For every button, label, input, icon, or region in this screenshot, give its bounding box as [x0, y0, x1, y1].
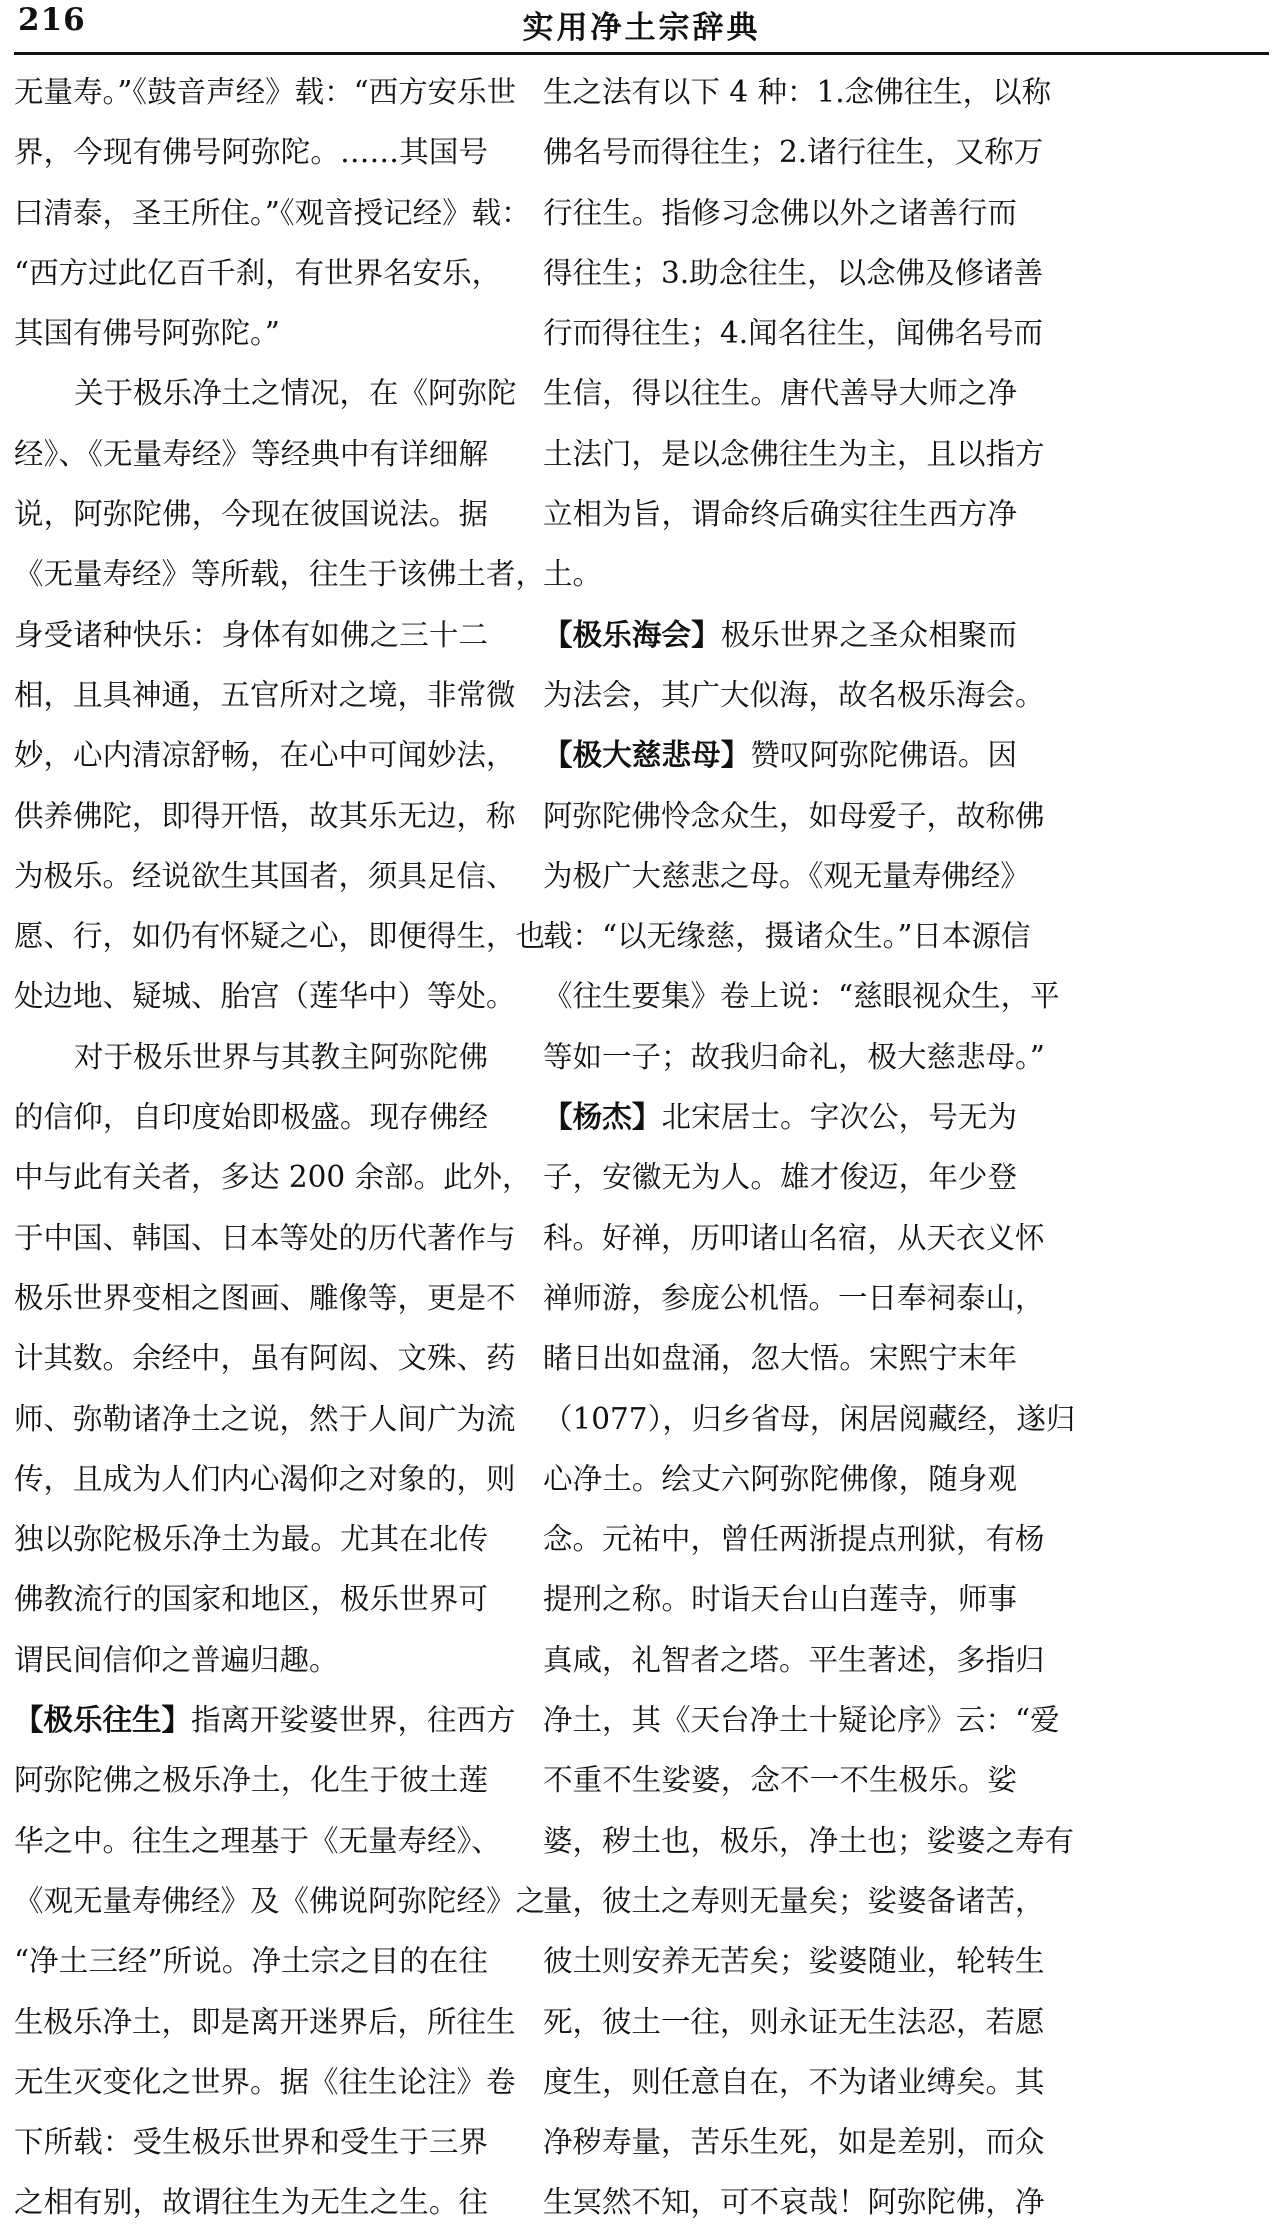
text-line: 独以弥陀极乐净土为最。尤其在北传: [14, 1522, 488, 1557]
entry-headword: 【极大慈悲母】: [543, 737, 751, 773]
text-line: 《观无量寿佛经》及《佛说阿弥陀经》之: [14, 1883, 546, 1918]
text-line: 计其数。余经中，虽有阿闳、文殊、药: [14, 1341, 516, 1376]
text-line: 子，安徽无为人。雄才俊迈，年少登: [543, 1160, 1017, 1195]
text-line: 为极乐。经说欲生其国者，须具足信、: [14, 858, 516, 893]
text-line: 极乐世界变相之图画、雕像等，更是不: [14, 1280, 516, 1315]
text-line: 婆，秽土也，极乐，净土也；娑婆之寿有: [543, 1823, 1075, 1858]
header-rule: [14, 52, 1269, 55]
text-line: 量，彼土之寿则无量矣；娑婆备诸苦，: [543, 1883, 1045, 1918]
text-line: 心净土。绘丈六阿弥陀佛像，随身观: [543, 1461, 1017, 1496]
text-line: 经》、《无量寿经》等经典中有详细解: [14, 436, 488, 471]
text-line: 生之法有以下 4 种：1.念佛往生，以称: [543, 75, 1052, 109]
text-line: [14, 1690, 516, 1750]
text-line: 禅师游，参庞公机悟。一日奉祠泰山，: [543, 1280, 1045, 1315]
text-line: 师、弥勒诸净土之说，然于人间广为流: [14, 1401, 516, 1436]
text-line: 华之中。往生之理基于《无量寿经》、: [14, 1823, 501, 1858]
text-line: 阿弥陀佛之极乐净土，化生于彼土莲: [14, 1763, 488, 1798]
text-line: [543, 605, 1017, 665]
text-line: 不重不生娑婆，念不一不生极乐。娑: [543, 1763, 1017, 1798]
text-line: 行而得往生；4.闻名往生，闻佛名号而: [543, 316, 1044, 351]
page-header: [14, 0, 1269, 50]
left-column: [14, 62, 546, 2220]
entry-definition: 赞叹阿弥陀佛语。因: [750, 738, 1017, 773]
text-line: 关于极乐净土之情况，在《阿弥陀: [74, 376, 517, 411]
text-line: [543, 1087, 1017, 1147]
text-line: 身受诸种快乐：身体有如佛之三十二: [14, 617, 488, 652]
text-line: 于中国、韩国、日本等处的历代著作与: [14, 1220, 516, 1255]
text-line: 生冥然不知，可不哀哉！阿弥陀佛，净: [543, 2185, 1045, 2220]
text-line: 供养佛陀，即得开悟，故其乐无边，称: [14, 798, 516, 833]
text-line: “西方过此亿百千刹，有世界名安乐，: [14, 255, 502, 290]
right-column: [543, 62, 1076, 2220]
entry-definition: 极乐世界之圣众相聚而: [720, 617, 1017, 652]
text-line: “净土三经”所说。净土宗之目的在往: [14, 1944, 488, 1979]
text-line: 生信，得以往生。唐代善导大师之净: [543, 376, 1017, 411]
text-line: 传，且成为人们内心渴仰之对象的，则: [14, 1461, 516, 1496]
text-line: 立相为旨，谓命终后确实往生西方净: [543, 497, 1017, 532]
text-line: 为极广大慈悲之母。《观无量寿佛经》: [543, 858, 1030, 893]
text-line: 相，且具神通，五官所对之境，非常微: [14, 677, 516, 712]
text-line: 死，彼土一往，则永证无生法忍，若愿: [543, 2004, 1045, 2039]
text-line: 念。元祐中，曾任两浙提点刑狱，有杨: [543, 1522, 1045, 1557]
text-line: 得往生；3.助念往生，以念佛及修诸善: [543, 255, 1044, 290]
text-line: 真咸，礼智者之塔。平生著述，多指归: [543, 1642, 1045, 1677]
page-number: 216: [18, 2, 86, 38]
text-line: 对于极乐世界与其教主阿弥陀佛: [74, 1039, 488, 1074]
text-line: 佛名号而得往生；2.诸行往生，又称万: [543, 135, 1044, 170]
text-line: 生极乐净土，即是离开迷界后，所往生: [14, 2004, 516, 2039]
text-line: 净秽寿量，苦乐生死，如是差别，而众: [543, 2125, 1045, 2160]
text-line: 其国有佛号阿弥陀。”: [14, 316, 280, 351]
text-line: 佛教流行的国家和地区，极乐世界可: [14, 1582, 488, 1617]
text-line: 界，今现有佛号阿弥陀。……其国号: [14, 135, 488, 170]
text-line: 说，阿弥陀佛，今现在彼国说法。据: [14, 497, 488, 532]
text-line: [543, 725, 1017, 785]
text-line: 科。好禅，历叩诸山名宿，从天衣义怀: [543, 1220, 1045, 1255]
text-line: 妙，心内清凉舒畅，在心中可闻妙法，: [14, 738, 516, 773]
entry-definition: 指离开娑婆世界，往西方: [191, 1703, 516, 1738]
text-line: 载：“以无缘慈，摄诸众生。”日本源信: [543, 919, 1031, 954]
text-line: 为法会，其广大似海，故名极乐海会。: [543, 677, 1045, 712]
text-line: （1077），归乡省母，闲居阅藏经，遂归: [543, 1401, 1076, 1436]
text-line: 处边地、疑城、胎宫（莲华中）等处。: [14, 979, 516, 1014]
text-line: 等如一子；故我归命礼，极大慈悲母。”: [543, 1039, 1045, 1074]
text-line: 提刑之称。时诣天台山白莲寺，师事: [543, 1582, 1017, 1617]
text-line: 中与此有关者，多达 200 余部。此外，: [14, 1160, 532, 1195]
text-line: 的信仰，自印度始即极盛。现存佛经: [14, 1100, 488, 1135]
text-line: 彼土则安养无苦矣；娑婆随业，轮转生: [543, 1944, 1045, 1979]
text-line: 无量寿。”《鼓音声经》载：“西方安乐世: [14, 75, 517, 109]
text-line: 行往生。指修习念佛以外之诸善行而: [543, 195, 1017, 230]
entry-headword: 【极乐往生】: [14, 1702, 192, 1738]
entry-headword: 【极乐海会】: [543, 616, 721, 652]
text-line: 度生，则任意自在，不为诸业缚矣。其: [543, 2064, 1045, 2099]
entry-definition: 北宋居士。字次公，号无为: [661, 1100, 1017, 1135]
text-line: 《往生要集》卷上说：“慈眼视众生，平: [543, 979, 1060, 1014]
running-title: 实用净土宗辞典: [522, 10, 761, 46]
text-line: 睹日出如盘涌，忽大悟。宋熙宁末年: [543, 1341, 1017, 1376]
text-line: 之相有别，故谓往生为无生之生。往: [14, 2185, 488, 2220]
text-line: 《无量寿经》等所载，往生于该佛土者，: [14, 557, 546, 592]
entry-headword: 【杨杰】: [543, 1099, 662, 1135]
text-line: 下所载：受生极乐世界和受生于三界: [14, 2125, 488, 2160]
text-line: 净土，其《天台净土十疑论序》云：“爱: [543, 1703, 1060, 1738]
text-line: 土。: [543, 557, 603, 592]
text-line: 无生灭变化之世界。据《往生论注》卷: [14, 2064, 516, 2099]
text-line: 谓民间信仰之普遍归趣。: [14, 1642, 339, 1677]
text-line: 曰清泰，圣王所住。”《观音授记经》载：: [14, 195, 531, 230]
text-line: 愿、行，如仍有怀疑之心，即便得生，也: [14, 919, 546, 954]
text-line: 土法门，是以念佛往生为主，且以指方: [543, 436, 1045, 471]
text-line: 阿弥陀佛怜念众生，如母爱子，故称佛: [543, 798, 1045, 833]
